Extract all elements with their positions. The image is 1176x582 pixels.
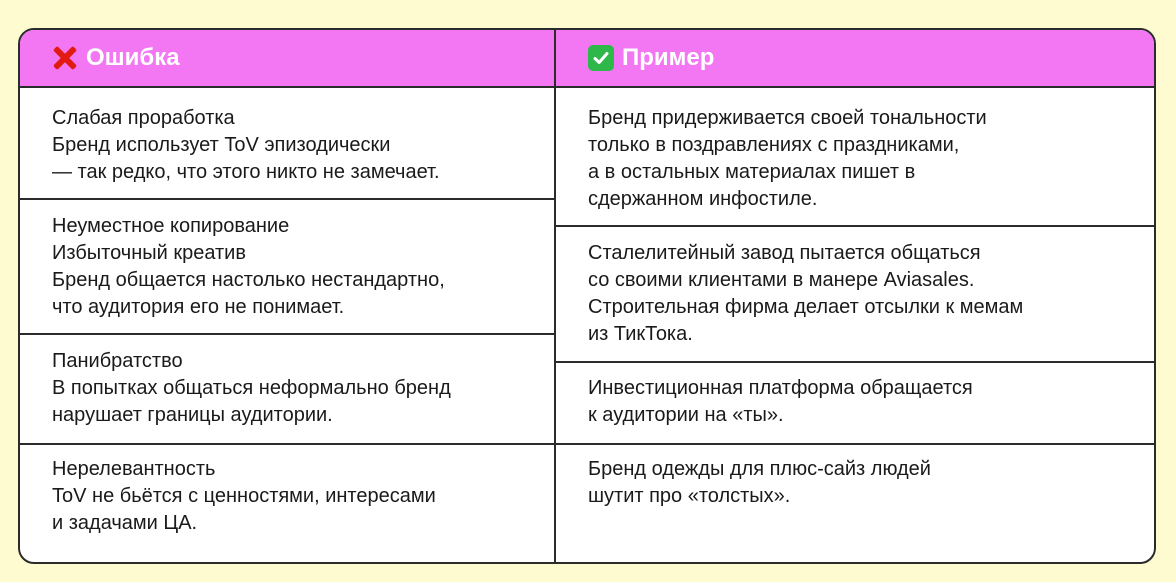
example-text: Строительная фирма делает отсылки к мемам xyxy=(588,296,1024,318)
example-text: со своими клиентами в манере Aviasales. xyxy=(588,269,975,291)
cross-mark-icon xyxy=(52,45,78,71)
error-text: ToV не бьётся с ценностями, интересами xyxy=(52,485,436,507)
error-text: — так редко, что этого никто не замечает. xyxy=(52,161,440,183)
error-title: Панибратство xyxy=(52,350,183,372)
row-divider xyxy=(20,443,555,445)
header-example-label: Пример xyxy=(622,44,715,71)
error-title: Неуместное копирование xyxy=(52,215,290,237)
error-text: и задачами ЦА. xyxy=(52,512,198,534)
example-cell xyxy=(588,456,1138,510)
example-text: Сталелитейный завод пытается общаться xyxy=(588,242,981,264)
header-error-label: Ошибка xyxy=(86,44,180,71)
error-cell xyxy=(52,456,542,537)
example-text: к аудитории на «ты». xyxy=(588,404,784,426)
error-cell xyxy=(52,348,542,429)
error-title: Слабая проработка xyxy=(52,107,235,129)
error-text: Бренд использует ToV эпизодически xyxy=(52,134,391,156)
error-text: что аудитория его не понимает. xyxy=(52,296,345,318)
example-text: шутит про «толстых». xyxy=(588,485,791,507)
table-header xyxy=(20,30,1154,88)
check-mark-icon xyxy=(588,45,614,71)
row-divider xyxy=(20,333,555,335)
error-text: В попытках общаться неформально бренд xyxy=(52,377,451,399)
example-text: Бренд придерживается своей тональности xyxy=(588,107,987,129)
row-divider xyxy=(555,361,1154,363)
error-cell xyxy=(52,213,542,321)
comparison-table xyxy=(18,28,1156,564)
example-text: Бренд одежды для плюс-сайз людей xyxy=(588,458,931,480)
error-text: Бренд общается настолько нестандартно, xyxy=(52,269,445,291)
header-example xyxy=(588,30,714,86)
example-cell xyxy=(588,240,1138,348)
example-text: только в поздравлениях с праздниками, xyxy=(588,134,960,156)
example-cell xyxy=(588,105,1138,213)
error-text: нарушает границы аудитории. xyxy=(52,404,333,426)
example-cell xyxy=(588,375,1138,429)
error-cell xyxy=(52,105,542,186)
error-text: Избыточный креатив xyxy=(52,242,246,264)
error-title: Нерелевантность xyxy=(52,458,216,480)
column-divider xyxy=(554,30,556,562)
example-text: из ТикТока. xyxy=(588,323,693,345)
example-text: а в остальных материалах пишет в xyxy=(588,161,916,183)
example-text: сдержанном инфостиле. xyxy=(588,188,818,210)
header-error xyxy=(52,30,180,86)
row-divider xyxy=(20,198,555,200)
row-divider xyxy=(555,225,1154,227)
example-text: Инвестиционная платформа обращается xyxy=(588,377,973,399)
row-divider xyxy=(555,443,1154,445)
